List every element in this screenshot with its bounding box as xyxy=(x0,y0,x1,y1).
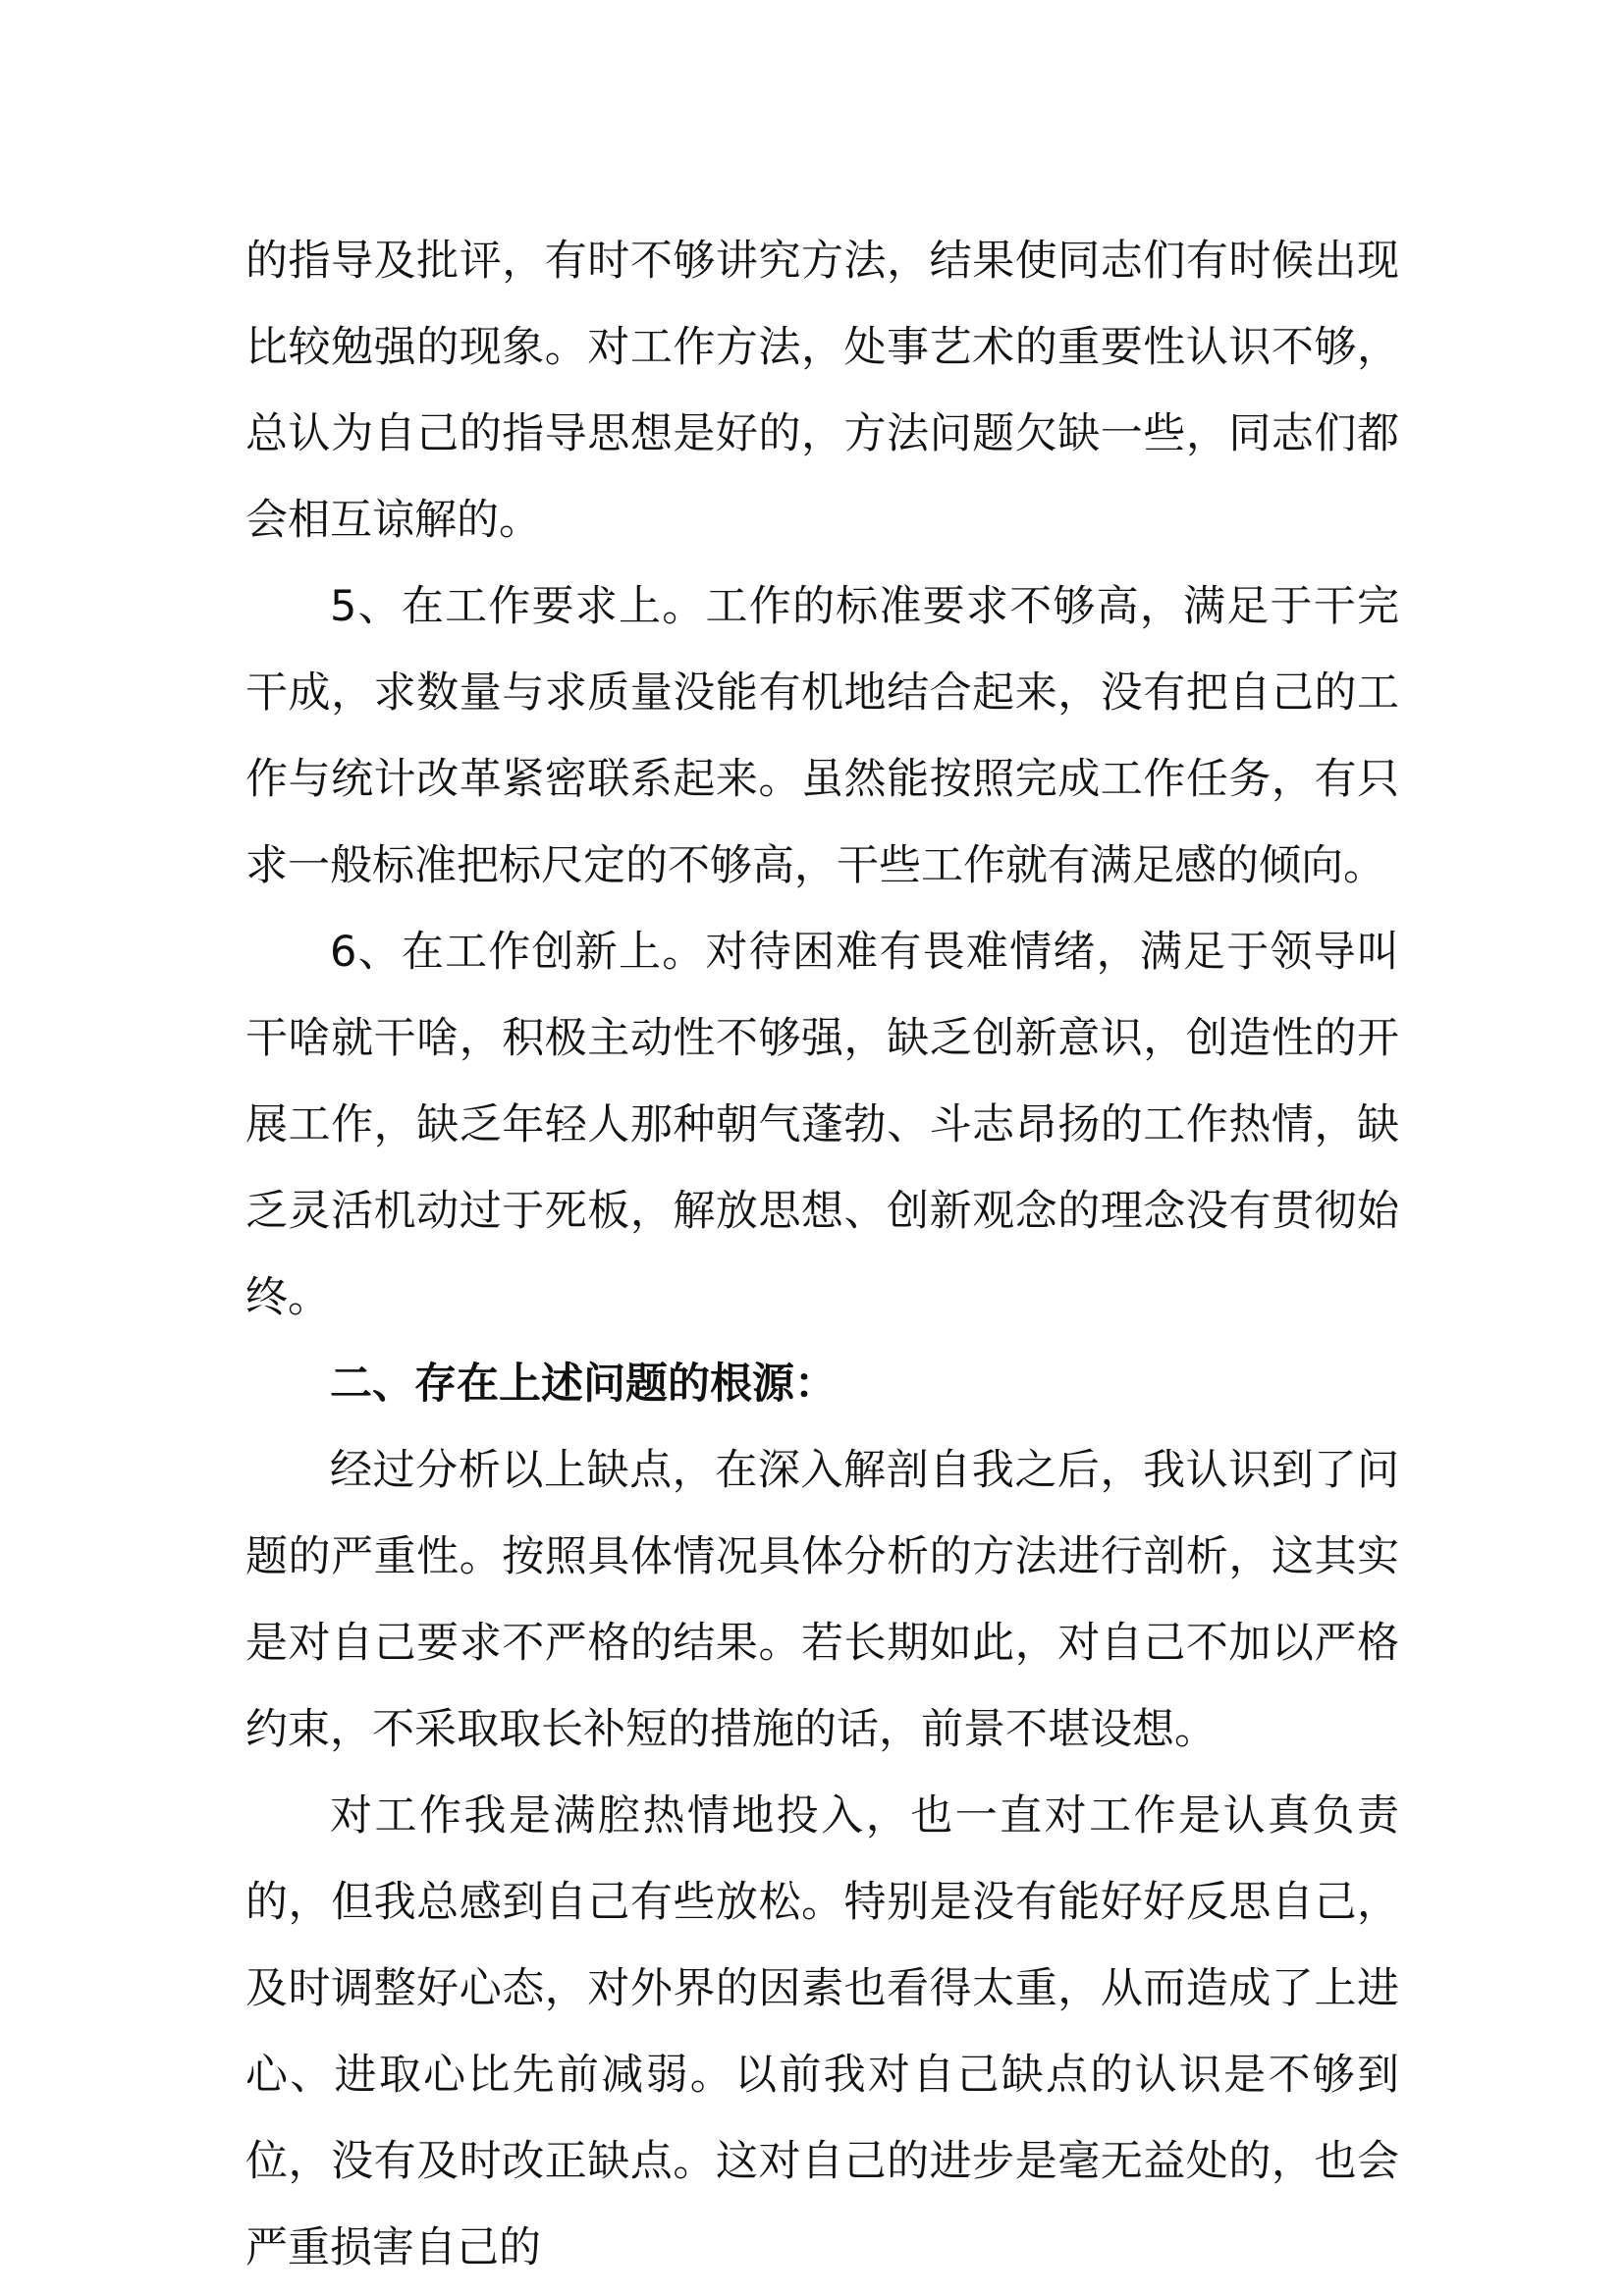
section-heading-root-causes: 二、存在上述问题的根源： xyxy=(330,1360,837,1409)
paragraph-continuation: 的指导及批评，有时不够讲究方法，结果使同志们有时候出现比较勉强的现象。对工作方法，处事艺术的重要性认识不够，总认为自己的指导思想是好的，方法问题欠缺一些，同志们都会相互谅解的。 xyxy=(245,237,1399,545)
paragraph-self-reflection: 对工作我是满腔热情地投入，也一直对工作是认真负责的，但我总感到自己有些放松。特别是没有能好好反思自己，及时调整好心态，对外界的因素也看得太重，从而造成了上进心、进取心比先前减弱。以前我对自己缺点的认识是不够到位，没有及时改正缺点。这对自己的进步是毫无益处的，也会严重损害自己的 xyxy=(245,1791,1399,2272)
paragraph-analysis: 经过分析以上缺点，在深入解剖自我之后，我认识到了问题的严重性。按照具体情况具体分析的方法进行剖析，这其实是对自己要求不严格的结果。若长期如此，对自己不加以严格约束，不采取取长补短的措施的话，前景不堪设想。 xyxy=(245,1446,1399,1754)
paragraph-work-requirements: 5、在工作要求上。工作的标准要求不够高，满足于干完干成，求数量与求质量没能有机地结合起来，没有把自己的工作与统计改革紧密联系起来。虽然能按照完成工作任务，有只求一般标准把标尺定的不够高，干些工作就有满足感的倾向。 xyxy=(245,582,1399,890)
paragraph-work-innovation: 6、在工作创新上。对待困难有畏难情绪，满足于领导叫干啥就干啥，积极主动性不够强，缺乏创新意识，创造性的开展工作，缺乏年轻人那种朝气蓬勃、斗志昂扬的工作热情，缺乏灵活机动过于死板，解放思想、创新观念的理念没有贯彻始终。 xyxy=(245,928,1399,1322)
document-page xyxy=(245,218,1399,2291)
